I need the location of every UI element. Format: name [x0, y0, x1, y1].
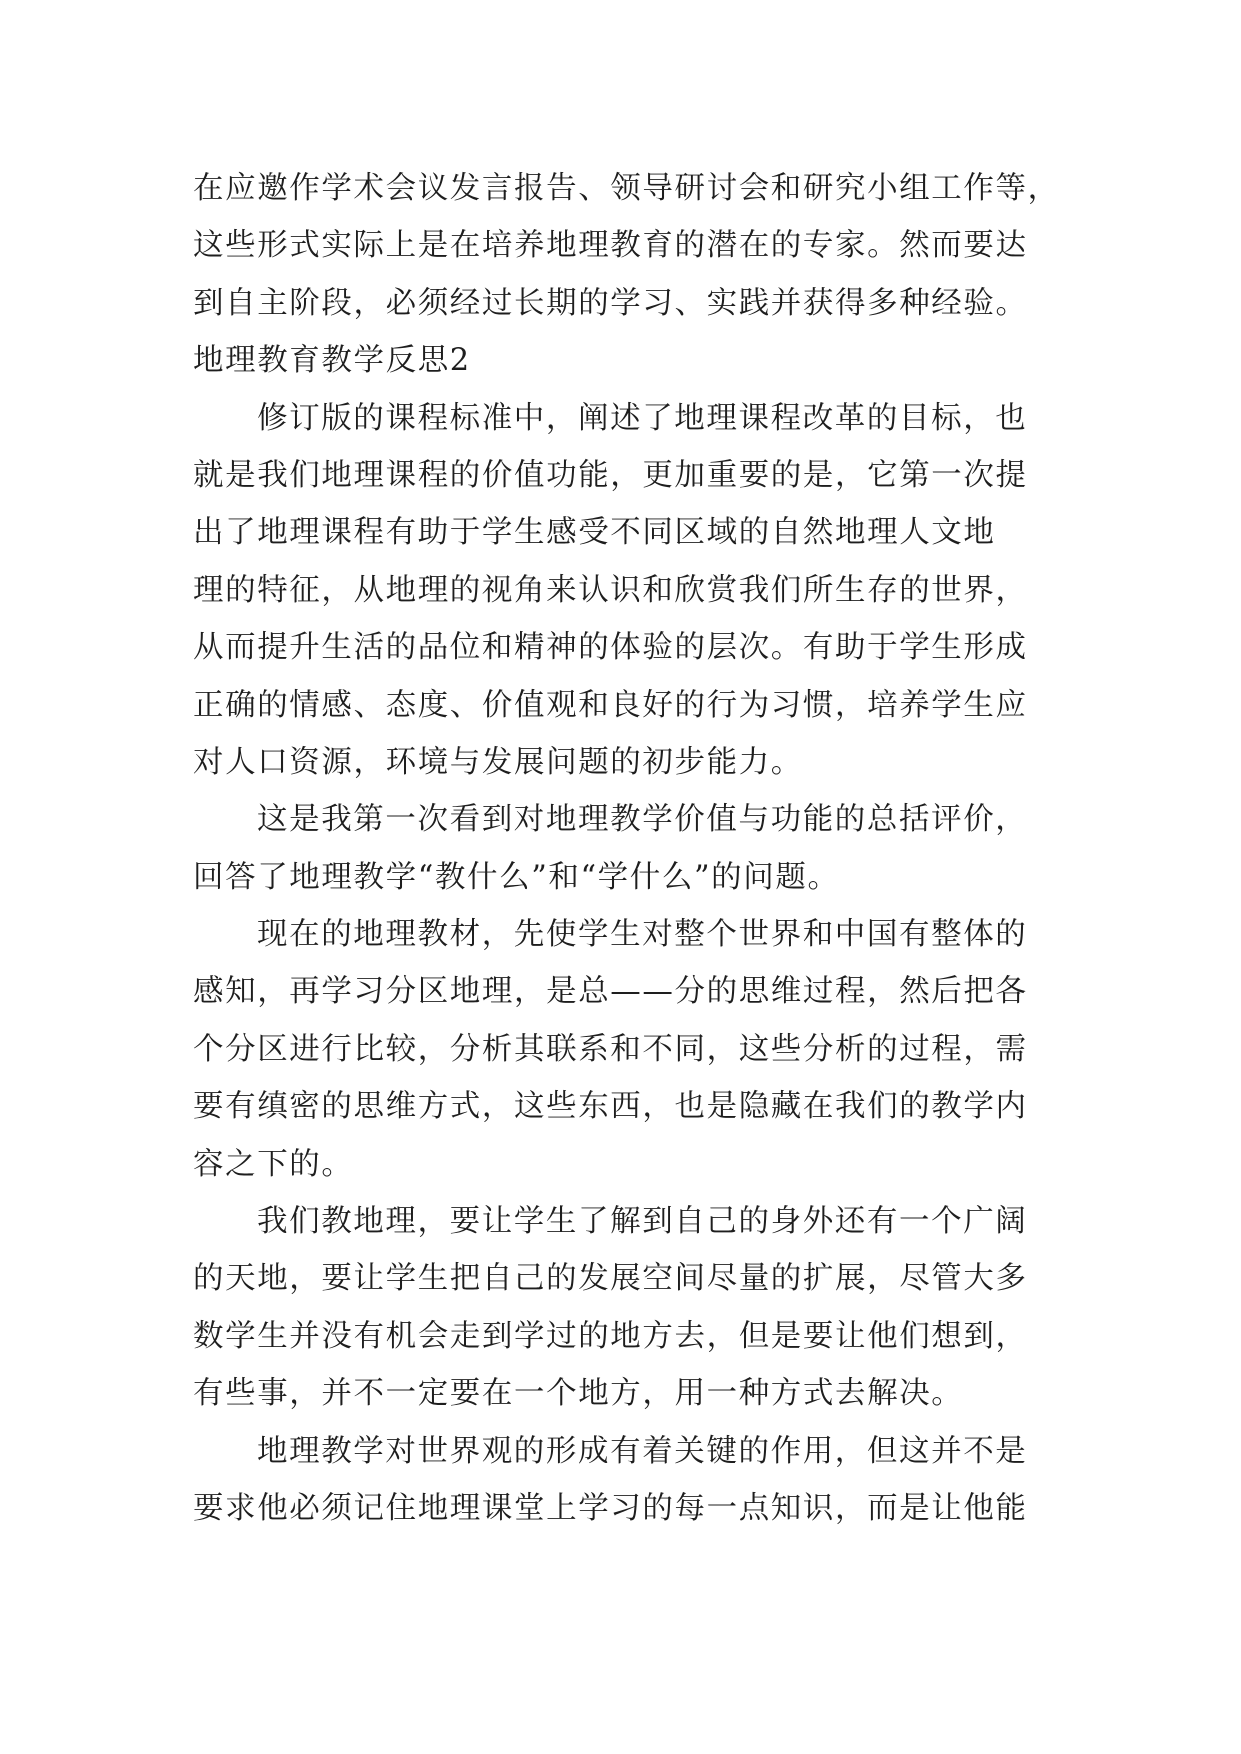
- document-body: [193, 160, 1073, 1537]
- text-line: 地理教学对世界观的形成有着关键的作用，但这并不是: [257, 1433, 1028, 1469]
- text-line: 修订版的课程标准中，阐述了地理课程改革的目标，也: [257, 400, 1028, 436]
- text-line: 我们教地理，要让学生了解到自己的身外还有一个广阔: [257, 1204, 1028, 1240]
- text-line: 就是我们地理课程的价值功能，更加重要的是，它第一次提: [193, 457, 1028, 493]
- text-line: 对人口资源，环境与发展问题的初步能力。: [193, 744, 803, 780]
- text-line: 正确的情感、态度、价值观和良好的行为习惯，培养学生应: [193, 687, 1028, 723]
- text-line: 出了地理课程有助于学生感受不同区域的自然地理人文地: [193, 515, 996, 551]
- text-line: 这是我第一次看到对地理教学价值与功能的总括评价，: [257, 802, 1028, 838]
- text-line: 的天地，要让学生把自己的发展空间尽量的扩展，尽管大多: [193, 1261, 1028, 1297]
- text-line: 回答了地理教学“教什么”和“学什么”的问题。: [193, 859, 840, 895]
- text-line: 要求他必须记住地理课堂上学习的每一点知识，而是让他能: [193, 1490, 1028, 1526]
- text-line: 这些形式实际上是在培养地理教育的潜在的专家。然而要达: [193, 228, 1028, 264]
- text-line: 到自主阶段，必须经过长期的学习、实践并获得多种经验。: [193, 285, 1028, 321]
- text-line: 数学生并没有机会走到学过的地方去，但是要让他们想到，: [193, 1318, 1028, 1354]
- section-heading: 地理教育教学反思2: [193, 343, 471, 379]
- text-line: 在应邀作学术会议发言报告、领导研讨会和研究小组工作等，: [193, 171, 1060, 206]
- text-line: 有些事，并不一定要在一个地方，用一种方式去解决。: [193, 1376, 964, 1412]
- text-line: 容之下的。: [193, 1146, 354, 1182]
- text-line: 现在的地理教材，先使学生对整个世界和中国有整体的: [257, 917, 1028, 953]
- text-line: 个分区进行比较，分析其联系和不同，这些分析的过程，需: [193, 1031, 1028, 1067]
- text-line: 从而提升生活的品位和精神的体验的层次。有助于学生形成: [193, 630, 1028, 666]
- text-line: 理的特征，从地理的视角来认识和欣赏我们所生存的世界，: [193, 572, 1028, 608]
- text-line: 感知，再学习分区地理，是总——分的思维过程，然后把各: [193, 974, 1028, 1010]
- text-line: 要有缜密的思维方式，这些东西，也是隐藏在我们的教学内: [193, 1089, 1028, 1125]
